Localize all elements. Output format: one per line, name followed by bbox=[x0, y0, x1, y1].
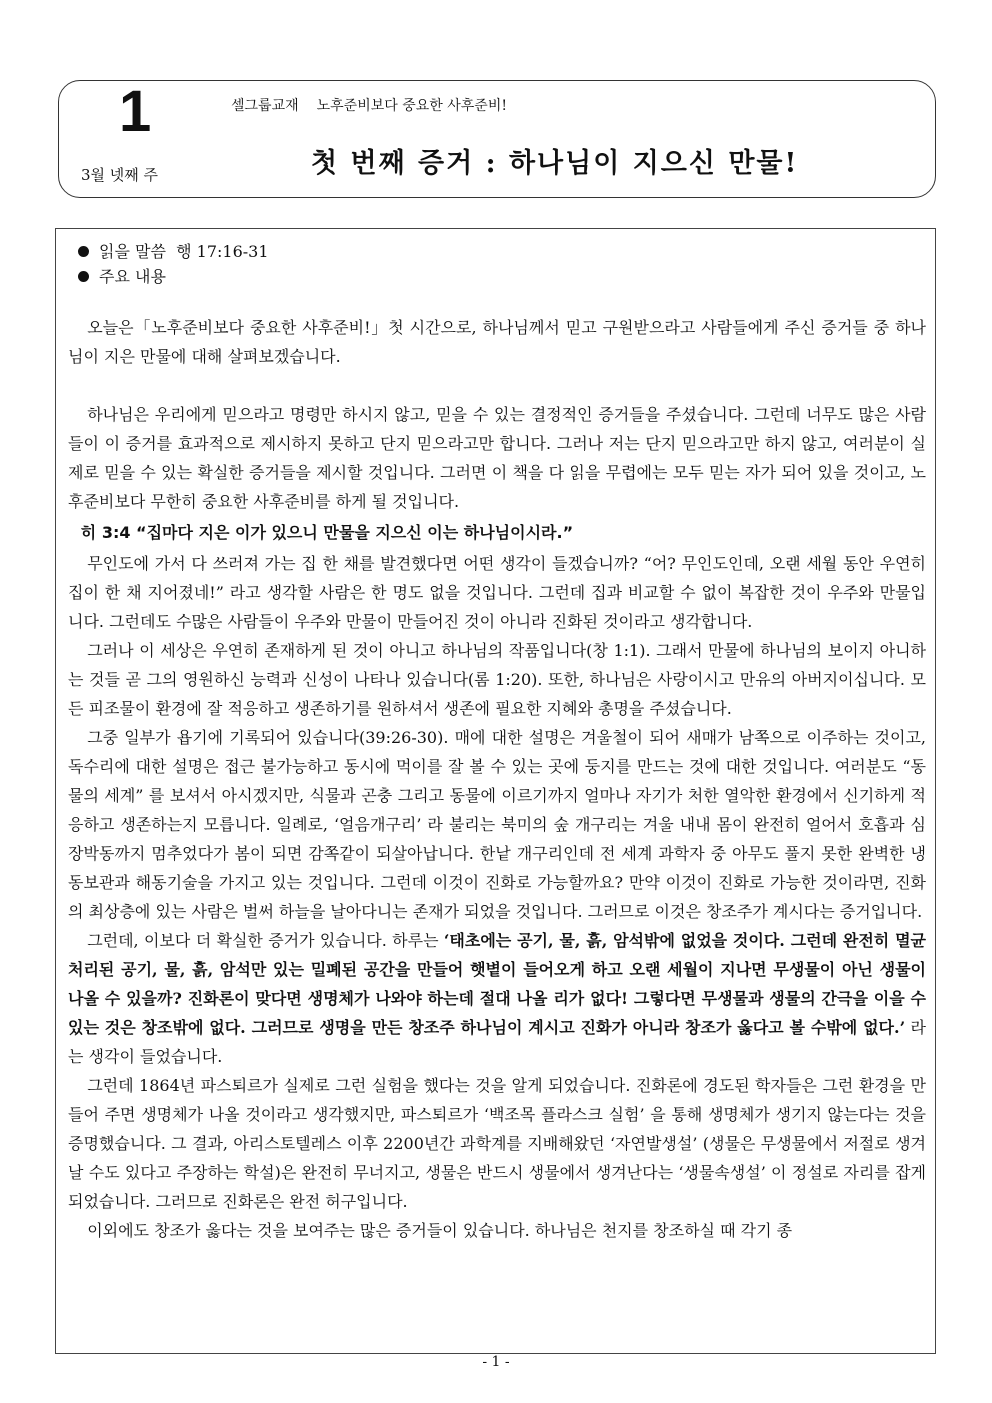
series-label: 셀그룹교재 bbox=[231, 98, 299, 114]
bullet-dot-icon bbox=[78, 271, 89, 282]
lesson-week: 3월 넷째 주 bbox=[81, 166, 159, 184]
paragraph-5: 그중 일부가 욥기에 기록되어 있습니다(39:26-30). 매에 대한 설명은 겨울철이 되어 새매가 남쪽으로 이주하는 것이고, 독수리에 대한 설명은 접근 불가능하고 동시에 먹이를 잘 볼 수 있는 곳에 둥지를 만드는 것에 대한 것입니다. 여러분도 “동물의 세계” 를 보셔서 아시겠지만, 식물과 곤충 그리고 동물에 이르기까지 얼마나 자기가 처한 열악한 환경에서 신기하게 적응하고 생존하는지 모릅니다. 일례로, ‘얼음개구리’ 라 불리는 북미의 숲 개구리는 겨울 내내 몸이 완전히 얼어서 호흡과 심장박동까지 멈추었다가 봄이 되면 감쪽같이 되살아납니다. 한낱 개구리인데 전 세계 과학자 중 아무도 풀지 못한 완벽한 냉동보관과 해동기술을 가지고 있는 것입니다. 그런데 이것이 진화로 가능할까요? 만약 이것이 진화로 가능한 것이라면, 진화의 최상층에 있는 사람은 벌써 하늘을 날아다니는 존재가 되었을 것입니다. 그러므로 이것은 창조주가 계시다는 증거입니다. bbox=[68, 728, 926, 921]
paragraph-3: 무인도에 가서 다 쓰러져 가는 집 한 채를 발견했다면 어떤 생각이 들겠습니까? “어? 무인도인데, 오랜 세월 동안 우연히 집이 한 채 지어졌네!” 라고 생각할 사람은 한 명도 없을 것입니다. 그런데 집과 비교할 수 없이 복잡한 것이 우주와 만물입니다. 그런데도 수많은 사람들이 우주와 만물이 만들어진 것이 아니라 진화된 것이라고 생각합니다. bbox=[68, 554, 926, 631]
series-line bbox=[231, 95, 525, 115]
page-number: - 1 - bbox=[482, 1354, 510, 1370]
paragraph-8: 이외에도 창조가 옳다는 것을 보여주는 많은 증거들이 있습니다. 하나님은 천지를 창조하실 때 각기 종 bbox=[87, 1221, 793, 1240]
summary-bullet bbox=[78, 264, 269, 289]
bullet-dot-icon bbox=[78, 246, 89, 257]
lesson-title: 첫 번째 증거 : 하나님이 지으신 만물! bbox=[311, 148, 799, 179]
paragraph-1: 오늘은「노후준비보다 중요한 사후준비!」첫 시간으로, 하나님께서 믿고 구원받으라고 사람들에게 주신 증거들 중 하나님이 지은 만물에 대해 살펴보겠습니다. bbox=[68, 318, 926, 366]
reading-bullet bbox=[78, 239, 269, 264]
paragraph-2: 하나님은 우리에게 믿으라고 명령만 하시지 않고, 믿을 수 있는 결정적인 증거들을 주셨습니다. 그런데 너무도 많은 사람들이 이 증거를 효과적으로 제시하지 못하고 단지 믿으라고만 합니다. 그러나 저는 단지 믿으라고만 하지 않고, 여러분이 실제로 믿을 수 있는 확실한 증거들을 제시할 것입니다. 그러면 이 책을 다 읽을 무렵에는 모두 믿는 자가 되어 있을 것이고, 노후준비보다 무한히 중요한 사후준비를 하게 될 것입니다. bbox=[68, 405, 926, 511]
main-content bbox=[68, 313, 926, 1245]
paragraph-6-bold: ‘태초에는 공기, 물, 흙, 암석밖에 없었을 것이다. 그런데 완전히 멸균 처리된 공기, 물, 흙, 암석만 있는 밀폐된 공간을 만들어 햇볕이 들어오게 하고 오랜 세월이 지나면 무생물이 아닌 생물이 나올 수 있을까? 진화론이 맞다면 생명체가 나와야 하는데 절대 나올 리가 없다! 그렇다면 무생물과 생물의 간극을 이을 수 있는 것은 창조밖에 없다. 그러므로 생명을 만든 창조주 하나님이 계시고 진화가 아니라 창조가 옳다고 볼 수밖에 없다.’ bbox=[68, 931, 926, 1037]
summary-label: 주요 내용 bbox=[99, 267, 166, 286]
paragraph-6 bbox=[68, 926, 926, 1071]
paragraph-6-start: 그런데, 이보다 더 확실한 증거가 있습니다. 하루는 bbox=[87, 931, 444, 950]
reading-ref: 행 17:16-31 bbox=[176, 242, 269, 261]
series-title: 노후준비보다 중요한 사후준비! bbox=[316, 98, 507, 114]
lesson-header-box bbox=[58, 80, 936, 198]
key-verse: 히 3:4 “집마다 지은 이가 있으니 만물을 지으신 이는 하나님이시라.” bbox=[80, 523, 574, 542]
paragraph-4: 그러나 이 세상은 우연히 존재하게 된 것이 아니고 하나님의 작품입니다(창 1:1). 그래서 만물에 하나님의 보이지 아니하는 것들 곧 그의 영원하신 능력과 신성이 나타나 있습니다(롬 1:20). 또한, 하나님은 사랑이시고 만유의 아버지이십니다. 모든 피조물이 환경에 잘 적응하고 생존하기를 원하셔서 생존에 필요한 지혜와 총명을 주셨습니다. bbox=[68, 641, 926, 718]
lesson-body bbox=[55, 228, 936, 1354]
bullet-list bbox=[78, 239, 269, 289]
reading-label: 읽을 말씀 bbox=[99, 242, 166, 261]
paragraph-6-end: 라는 생각이 들었습니다. bbox=[68, 1018, 926, 1066]
paragraph-7: 그런데 1864년 파스퇴르가 실제로 그런 실험을 했다는 것을 알게 되었습니다. 진화론에 경도된 학자들은 그런 환경을 만들어 주면 생명체가 나올 것이라고 생각했지만, 파스퇴르가 ‘백조목 플라스크 실험’ 을 통해 생명체가 생기지 않는다는 것을 증명했습니다. 그 결과, 아리스토텔레스 이후 2200년간 과학계를 지배해왔던 ‘자연발생설’ (생물은 무생물에서 저절로 생겨날 수도 있다고 주장하는 학설)은 완전히 무너지고, 생물은 반드시 생물에서 생겨난다는 ‘생물속생설’ 이 정설로 자리를 잡게 되었습니다. 그러므로 진화론은 완전 허구입니다. bbox=[68, 1076, 926, 1211]
lesson-number: 1 bbox=[119, 79, 152, 144]
